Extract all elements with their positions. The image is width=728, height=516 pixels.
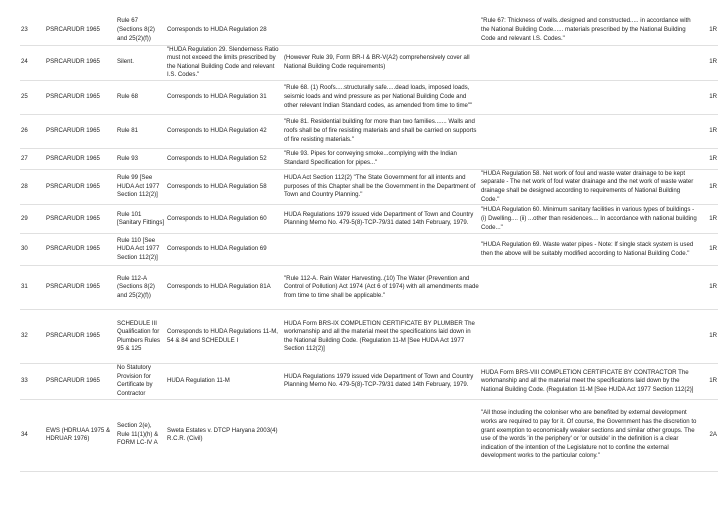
- huda-regulation-cell: Corresponds to HUDA Regulation 60: [166, 205, 283, 234]
- row-number-cell: 30: [20, 234, 45, 266]
- rule-cell: Silent.: [116, 45, 166, 80]
- provision-text-cell: HUDA Act Section 112(2) "The State Government for all intents and purposes of this Chapter shall be the Government in the Department of Town and Country Planning.": [283, 169, 480, 204]
- rule-cell: Rule 68: [116, 80, 166, 114]
- row-number-cell: 25: [20, 80, 45, 114]
- regulation-text-cell: [480, 114, 700, 148]
- act-cell: PSRCARUDR 1965: [45, 80, 116, 114]
- regulation-text-cell: [480, 148, 700, 169]
- category-code-cell: 1R: [700, 266, 718, 310]
- category-code-cell: 1R: [700, 16, 718, 45]
- huda-regulation-cell: Corresponds to HUDA Regulation 58: [166, 169, 283, 204]
- rule-cell: Rule 99 [See HUDA Act 1977 Section 112(2)]: [116, 169, 166, 204]
- row-number-cell: 32: [20, 310, 45, 364]
- regulation-text-cell: "All those including the coloniser who are benefited by external development works are required to pay for it. Of course, the Government has the discretion to grant exemption to economically weaker sections and similar other groups. The use of the words 'in the periphery' or 'or outside' in the definition is a clear indication of the intention of the Legislature not to confine the external development works to the particular colony.": [480, 399, 700, 471]
- act-cell: PSRCARUDR 1965: [45, 364, 116, 399]
- provision-text-cell: (However Rule 39, Form BR-I & BR-V(A2) comprehensively cover all National Building Code requirements): [283, 45, 480, 80]
- act-cell: PSRCARUDR 1965: [45, 310, 116, 364]
- act-cell: PSRCARUDR 1965: [45, 16, 116, 45]
- provision-text-cell: "Rule 81. Residential building for more than two families....... Walls and roofs shall be of fire resisting materials and shall be carried on supports of fire resisting materials.": [283, 114, 480, 148]
- provision-text-cell: HUDA Form BRS-IX COMPLETION CERTIFICATE BY PLUMBER The workmanship and all the material meet the specifications laid down in the National Building Code. (Regulation 11-M [See HUDA Act 1977 Section 112(2)]: [283, 310, 480, 364]
- rule-cell: Rule 81: [116, 114, 166, 148]
- provision-text-cell: [283, 234, 480, 266]
- huda-regulation-cell: "HUDA Regulation 29. Slenderness Ratio must not exceed the limits prescribed by the National Building Code and relevant I.S. Codes.": [166, 45, 283, 80]
- comparison-table: [20, 16, 718, 472]
- huda-regulation-cell: HUDA Regulation 11-M: [166, 364, 283, 399]
- provision-text-cell: "Rule 68. (1) Roofs.....structurally safe.....dead loads, imposed loads, seismic loads and wind pressure as per National Building Code and other relevant Indian Standard codes, as amended from time to time"": [283, 80, 480, 114]
- category-code-cell: 1R: [700, 45, 718, 80]
- category-code-cell: 1R: [700, 169, 718, 204]
- huda-regulation-cell: Corresponds to HUDA Regulation 31: [166, 80, 283, 114]
- regulation-text-cell: HUDA Form BRS-VIII COMPLETION CERTIFICATE BY CONTRACTOR The workmanship and all the material meet the specifications laid down by the National Building Code. (Regulation 11-M [See HUDA Act 1977 Section 112(2)]: [480, 364, 700, 399]
- table-body: [20, 16, 718, 471]
- rule-cell: Rule 67 (Sections 8(2) and 25(2)(f)): [116, 16, 166, 45]
- row-number-cell: 33: [20, 364, 45, 399]
- table-row: [20, 148, 718, 169]
- table-row: [20, 80, 718, 114]
- regulation-text-cell: [480, 310, 700, 364]
- row-number-cell: 29: [20, 205, 45, 234]
- table-row: [20, 364, 718, 399]
- provision-text-cell: HUDA Regulations 1979 issued vide Department of Town and Country Planning Memo No. 479-5(8)-TCP-79/31 dated 14th February, 1979.: [283, 364, 480, 399]
- huda-regulation-cell: Sweta Estates v. DTCP Haryana 2003(4) R.C.R. (Civil): [166, 399, 283, 471]
- table-row: [20, 205, 718, 234]
- huda-regulation-cell: Corresponds to HUDA Regulation 28: [166, 16, 283, 45]
- category-code-cell: 1R: [700, 205, 718, 234]
- act-cell: PSRCARUDR 1965: [45, 234, 116, 266]
- act-cell: PSRCARUDR 1965: [45, 148, 116, 169]
- row-number-cell: 23: [20, 16, 45, 45]
- act-cell: PSRCARUDR 1965: [45, 205, 116, 234]
- rule-cell: SCHEDULE III Qualification for Plumbers Rules 95 & 125: [116, 310, 166, 364]
- act-cell: PSRCARUDR 1965: [45, 169, 116, 204]
- category-code-cell: 1R: [700, 234, 718, 266]
- table-row: [20, 16, 718, 45]
- rule-cell: Rule 101 [Sanitary Fittings]: [116, 205, 166, 234]
- provision-text-cell: HUDA Regulations 1979 issued vide Department of Town and Country Planning Memo No. 479-5(8)-TCP-79/31 dated 14th February, 1979.: [283, 205, 480, 234]
- rule-cell: Rule 93: [116, 148, 166, 169]
- rule-cell: No Statutory Provision for Certificate by Contractor: [116, 364, 166, 399]
- provision-text-cell: [283, 399, 480, 471]
- huda-regulation-cell: Corresponds to HUDA Regulation 69: [166, 234, 283, 266]
- category-code-cell: 1R: [700, 364, 718, 399]
- regulation-text-cell: "HUDA Regulation 58. Net work of foul and waste water drainage to be kept separate - The net work of foul water drainage and the net work of waste water drainage shall be designed according to requirements of National Building Code.": [480, 169, 700, 204]
- rule-cell: Rule 112-A (Sections 8(2) and 25(2)(f)): [116, 266, 166, 310]
- huda-regulation-cell: Corresponds to HUDA Regulation 81A: [166, 266, 283, 310]
- huda-regulation-cell: Corresponds to HUDA Regulation 42: [166, 114, 283, 148]
- row-number-cell: 24: [20, 45, 45, 80]
- category-code-cell: 1R: [700, 114, 718, 148]
- table-row: [20, 266, 718, 310]
- row-number-cell: 26: [20, 114, 45, 148]
- act-cell: PSRCARUDR 1965: [45, 266, 116, 310]
- provision-text-cell: "Rule 93. Pipes for conveying smoke...complying with the Indian Standard Specification for pipes...": [283, 148, 480, 169]
- row-number-cell: 28: [20, 169, 45, 204]
- regulation-text-cell: [480, 266, 700, 310]
- act-cell: EWS (HDRUAA 1975 & HDRUAR 1976): [45, 399, 116, 471]
- table-row: [20, 234, 718, 266]
- regulation-text-cell: "HUDA Regulation 69. Waste water pipes - Note: If single stack system is used then the above will be suitably modified according to National Building Code.": [480, 234, 700, 266]
- regulation-text-cell: [480, 45, 700, 80]
- provision-text-cell: "Rule 112-A. Rain Water Harvesting..(10) The Water (Prevention and Control of Pollution) Act 1974 (Act 6 of 1974) with all amendments made from time to time shall be applicable.": [283, 266, 480, 310]
- rule-cell: Section 2(e), Rule 11(1)(h) & FORM LC-IV A: [116, 399, 166, 471]
- table-row: [20, 310, 718, 364]
- category-code-cell: 2A: [700, 399, 718, 471]
- act-cell: PSRCARUDR 1965: [45, 114, 116, 148]
- provision-text-cell: [283, 16, 480, 45]
- act-cell: PSRCARUDR 1965: [45, 45, 116, 80]
- huda-regulation-cell: Corresponds to HUDA Regulation 52: [166, 148, 283, 169]
- row-number-cell: 34: [20, 399, 45, 471]
- table-row: [20, 114, 718, 148]
- rule-cell: Rule 110 [See HUDA Act 1977 Section 112(2)]: [116, 234, 166, 266]
- category-code-cell: 1R: [700, 80, 718, 114]
- category-code-cell: 1R: [700, 310, 718, 364]
- category-code-cell: 1R: [700, 148, 718, 169]
- regulation-text-cell: "Rule 67: Thickness of walls..designed and constructed..... in accordance with the National Building Code...... materials prescribed by the National Building Code and relevant I.S. Codes.": [480, 16, 700, 45]
- regulation-text-cell: "HUDA Regulation 60. Minimum sanitary facilities in various types of buildings - (i) Dwelling.... (ii) ...other than residences.... In accordance with national building Code...": [480, 205, 700, 234]
- table-row: [20, 399, 718, 471]
- table-row: [20, 169, 718, 204]
- row-number-cell: 31: [20, 266, 45, 310]
- row-number-cell: 27: [20, 148, 45, 169]
- table-row: [20, 45, 718, 80]
- regulation-text-cell: [480, 80, 700, 114]
- huda-regulation-cell: Corresponds to HUDA Regulations 11-M, 54 & 84 and SCHEDULE I: [166, 310, 283, 364]
